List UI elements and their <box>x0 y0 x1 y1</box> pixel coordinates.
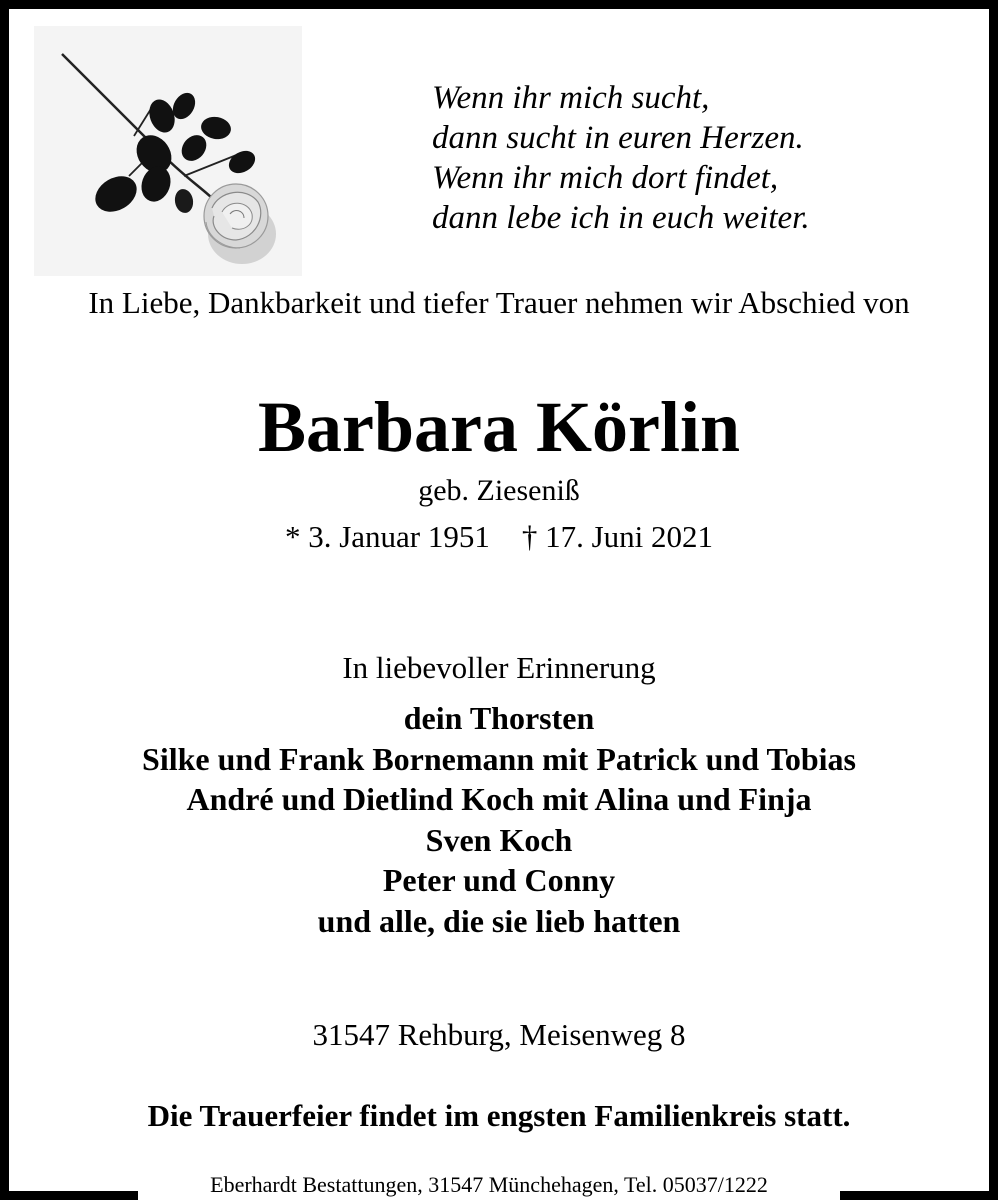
deceased-name: Barbara Körlin <box>258 387 740 467</box>
poem-line: Wenn ihr mich dort findet, <box>432 160 779 196</box>
poem-line: Wenn ihr mich sucht, <box>432 80 710 116</box>
intro-text: In Liebe, Dankbarkeit und tiefer Trauer nehmen wir Abschied von <box>88 285 910 320</box>
mourners-list <box>0 698 998 941</box>
mourner-line: Peter und Conny <box>382 862 616 898</box>
poem <box>432 78 810 238</box>
mourner-line: dein Thorsten <box>403 700 595 736</box>
life-dates <box>0 519 998 555</box>
mourner-line: André und Dietlind Koch mit Alina und Finja <box>186 781 812 817</box>
ceremony-note: Die Trauerfeier findet im engsten Familienkreis statt. <box>147 1098 851 1133</box>
memory-line: In liebevoller Erinnerung <box>342 650 656 685</box>
mourner-line: und alle, die sie lieb hatten <box>317 902 681 939</box>
undertaker-info: Eberhardt Bestattungen, 31547 Münchehagen, Tel. 05037/1222 <box>210 1172 768 1197</box>
birth-date: * 3. Januar 1951 <box>284 519 490 554</box>
mourner-line: Silke und Frank Bornemann mit Patrick und Tobias <box>142 740 856 777</box>
poem-line: dann sucht in euren Herzen. <box>432 120 804 156</box>
address: 31547 Rehburg, Meisenweg 8 <box>312 1017 686 1052</box>
death-date: † 17. Juni 2021 <box>521 519 714 554</box>
poem-line: dann lebe ich in euch weiter. <box>432 200 810 236</box>
rose-icon <box>34 26 302 276</box>
birth-name: geb. Zieseniß <box>418 474 580 507</box>
mourner-line: Sven Koch <box>425 821 573 858</box>
